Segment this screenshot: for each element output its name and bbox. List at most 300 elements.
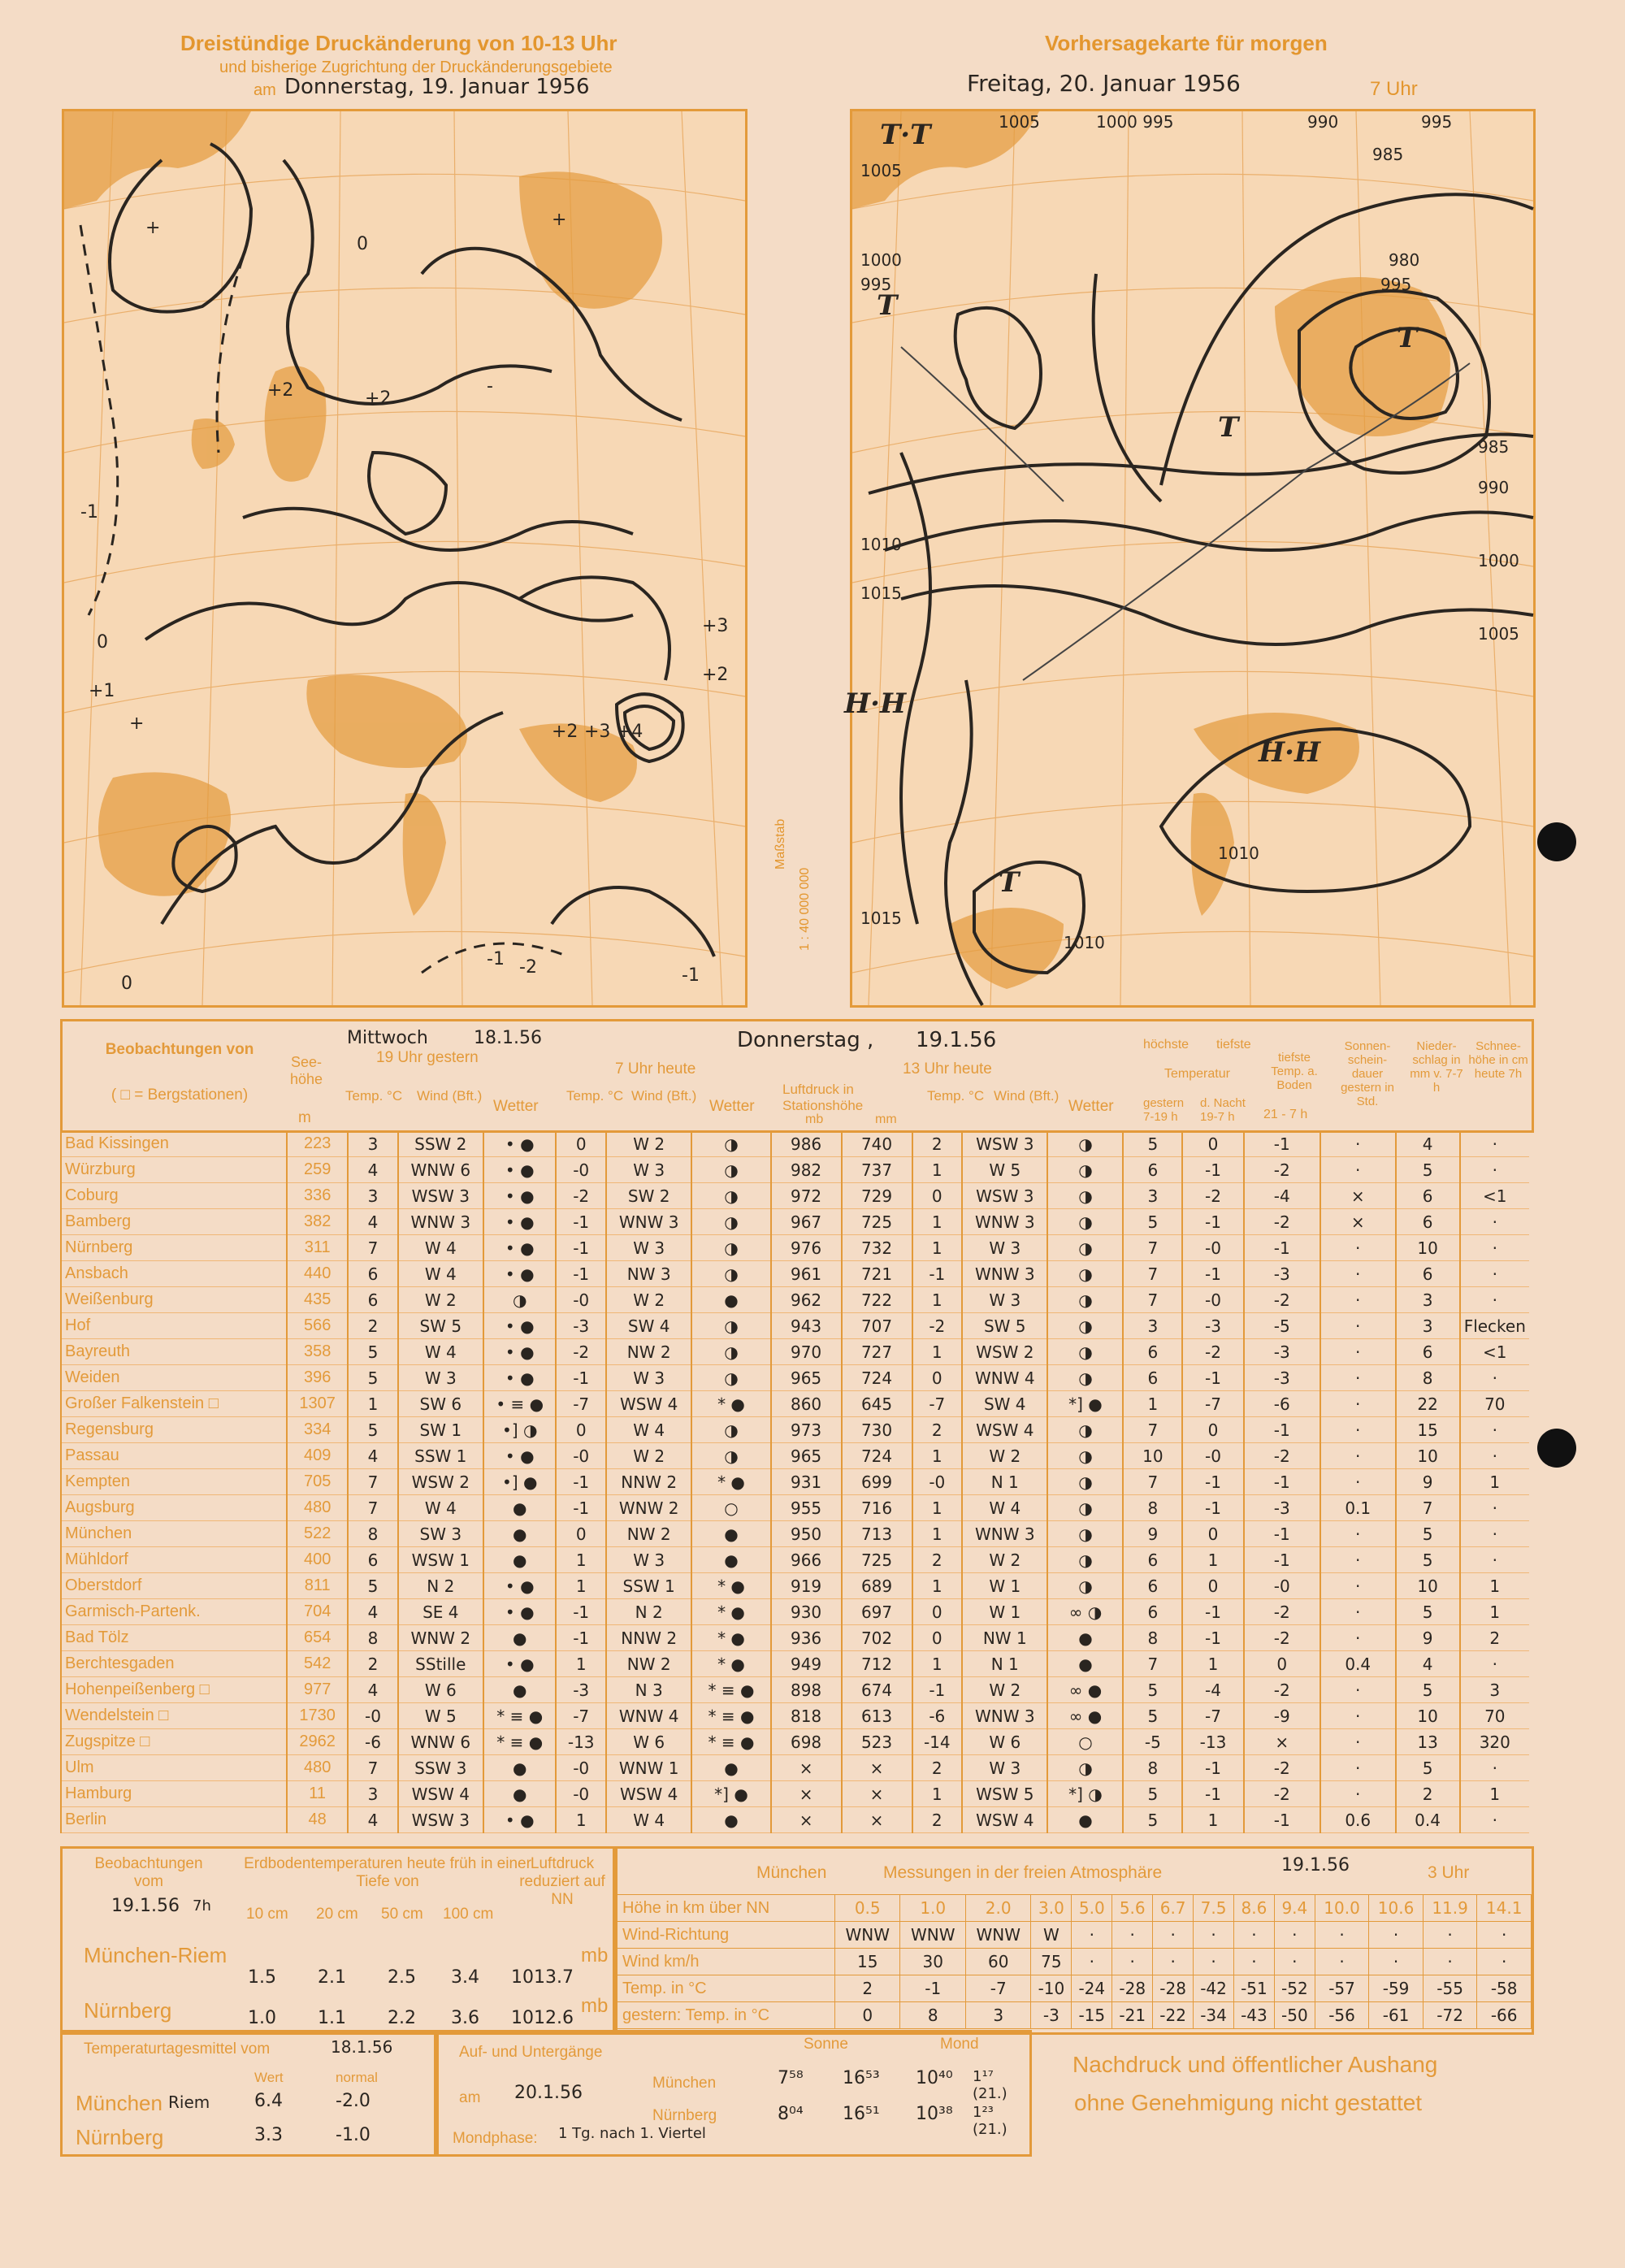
sun-rise-1: 7⁵⁸ [778, 2068, 804, 2088]
cell-w1: W 4 [398, 1495, 483, 1521]
cell-p: 698 [771, 1729, 842, 1755]
cell-t2: -1 [556, 1469, 606, 1495]
cell-w3: WNW 3 [962, 1521, 1047, 1547]
cell-sc: · [1460, 1131, 1529, 1157]
upper-air-cell: · [1194, 1949, 1234, 1975]
table-row [61, 1703, 1529, 1729]
cell-sun: · [1320, 1261, 1396, 1287]
cell-t3: 0 [912, 1183, 963, 1209]
cell-name: Großer Falkenstein □ [61, 1391, 287, 1417]
cell-x1: • ● [483, 1157, 556, 1183]
cell-name: Hamburg [61, 1781, 287, 1807]
moon-set-1: 1¹⁷ (21.) [973, 2068, 1008, 2102]
observation-table [60, 1131, 1529, 1833]
cell-bod: -1 [1244, 1547, 1320, 1573]
hdr-tiefste-boden: tiefste Temp. a. Boden [1271, 1051, 1318, 1092]
cell-ns: 5 [1396, 1755, 1460, 1781]
cell-t3: 2 [912, 1131, 963, 1157]
svg-text:1015: 1015 [860, 909, 902, 928]
cell-sun: × [1320, 1209, 1396, 1235]
upper-air-cell: · [1274, 1949, 1315, 1975]
cell-t3: 0 [912, 1625, 963, 1651]
table-row [61, 1755, 1529, 1781]
cell-w3: W 1 [962, 1573, 1047, 1599]
cell-sun: · [1320, 1365, 1396, 1391]
cell-t3: -2 [912, 1313, 963, 1339]
cell-x2: ● [691, 1755, 770, 1781]
cell-x3: ◑ [1047, 1365, 1123, 1391]
svg-text:985: 985 [1478, 437, 1510, 457]
cell-t1: 3 [348, 1781, 397, 1807]
sun-set-1: 16⁵³ [843, 2068, 880, 2088]
hdr-wetter3: Wetter [1068, 1098, 1114, 1115]
cell-ns: 5 [1396, 1547, 1460, 1573]
table-row [61, 1261, 1529, 1287]
cell-x2: ◑ [691, 1209, 770, 1235]
cell-x3: ◑ [1047, 1469, 1123, 1495]
table-row [61, 1547, 1529, 1573]
hdr-temperatur: Temperatur [1164, 1067, 1230, 1081]
soil-temp-panel [60, 1846, 618, 2035]
hdr-sonnen: Sonnen- schein- dauer gestern in Std. [1341, 1039, 1394, 1108]
cell-t2: -0 [556, 1287, 606, 1313]
hdr-mb: mb [805, 1112, 824, 1126]
cell-t1: 6 [348, 1287, 397, 1313]
svg-text:1000 995: 1000 995 [1096, 112, 1174, 132]
upper-air-cell: 3.0 [1031, 1895, 1072, 1922]
cell-sun: × [1320, 1183, 1396, 1209]
cell-sc: Flecken [1460, 1313, 1529, 1339]
daily-mean-row-2-wert: 3.3 [254, 2125, 283, 2145]
cell-w3: W 2 [962, 1443, 1047, 1469]
upper-air-cell: 75 [1031, 1949, 1072, 1975]
svg-text:+3: +3 [584, 722, 611, 742]
cell-mm: 697 [842, 1599, 912, 1625]
cell-x1: • ● [483, 1183, 556, 1209]
hdr-mm: mm [875, 1112, 897, 1126]
cell-w2: WNW 4 [606, 1703, 691, 1729]
cell-sc: · [1460, 1807, 1529, 1833]
cell-t3: 1 [912, 1287, 963, 1313]
cell-x1: * ≡ ● [483, 1729, 556, 1755]
cell-t2: -7 [556, 1703, 606, 1729]
cell-p: 976 [771, 1235, 842, 1261]
cell-w3: WSW 4 [962, 1417, 1047, 1443]
upper-air-cell: · [1369, 1949, 1424, 1975]
cell-x3: ◑ [1047, 1443, 1123, 1469]
cell-x1: • ● [483, 1235, 556, 1261]
cell-x2: ◑ [691, 1261, 770, 1287]
cell-w1: W 2 [398, 1287, 483, 1313]
cell-mm: 645 [842, 1391, 912, 1417]
upper-air-cell: · [1194, 1922, 1234, 1949]
upper-air-cell: · [1477, 1949, 1532, 1975]
upper-air-cell: 8 [900, 2002, 965, 2029]
cell-mm: 689 [842, 1573, 912, 1599]
cell-x3: ◑ [1047, 1261, 1123, 1287]
cell-x1: ● [483, 1781, 556, 1807]
cell-t3: -1 [912, 1677, 963, 1703]
cell-w3: W 5 [962, 1157, 1047, 1183]
cell-h: 11 [287, 1781, 348, 1807]
cell-min: -1 [1182, 1599, 1243, 1625]
upper-air-cell: 9.4 [1274, 1895, 1315, 1922]
cell-min: -1 [1182, 1469, 1243, 1495]
soil-label: Beobachtungen vom [94, 1855, 203, 1890]
svg-text:1005: 1005 [999, 112, 1040, 132]
cell-max: 1 [1123, 1391, 1182, 1417]
moon-rise-1: 10⁴⁰ [916, 2068, 953, 2088]
cell-p: 930 [771, 1599, 842, 1625]
svg-text:-: - [186, 876, 193, 896]
cell-max: 7 [1123, 1287, 1182, 1313]
cell-h: 566 [287, 1313, 348, 1339]
cell-max: 5 [1123, 1209, 1182, 1235]
cell-t3: 1 [912, 1781, 963, 1807]
cell-sc: 3 [1460, 1677, 1529, 1703]
upper-air-cell: 5.0 [1072, 1895, 1112, 1922]
soil-title: Erdbodentemperaturen heute früh in einer Tiefe von [244, 1855, 531, 1890]
upper-air-cell: -61 [1369, 2002, 1424, 2029]
cell-bod: -3 [1244, 1261, 1320, 1287]
cell-max: 3 [1123, 1183, 1182, 1209]
cell-p: 966 [771, 1547, 842, 1573]
cell-w2: NW 2 [606, 1339, 691, 1365]
map-scale-value: 1 : 40 000 000 [798, 867, 812, 951]
cell-h: 400 [287, 1547, 348, 1573]
cell-w1: W 3 [398, 1365, 483, 1391]
cell-sun: · [1320, 1443, 1396, 1469]
svg-text:-1: -1 [682, 965, 700, 986]
cell-sun: · [1320, 1625, 1396, 1651]
cell-x1: ● [483, 1495, 556, 1521]
cell-ns: 10 [1396, 1443, 1460, 1469]
map-scale-label: Maßstab [774, 818, 787, 869]
cell-t1: 4 [348, 1807, 397, 1833]
svg-text:990: 990 [1478, 478, 1510, 497]
cell-sc: · [1460, 1287, 1529, 1313]
svg-text:985: 985 [1372, 145, 1404, 164]
daily-mean-row-2: Nürnberg [76, 2125, 164, 2149]
cell-x2: ◑ [691, 1443, 770, 1469]
cell-w1: SW 3 [398, 1521, 483, 1547]
cell-sc: · [1460, 1651, 1529, 1677]
upper-air-cell: · [1072, 1922, 1112, 1949]
cell-x1: • ● [483, 1261, 556, 1287]
table-row [61, 1729, 1529, 1755]
upper-air-cell: 15 [835, 1949, 900, 1975]
cell-ns: 3 [1396, 1287, 1460, 1313]
cell-h: 2962 [287, 1729, 348, 1755]
cell-x1: • ● [483, 1131, 556, 1157]
upper-air-cell: 0.5 [835, 1895, 900, 1922]
cell-name: Bad Tölz [61, 1625, 287, 1651]
svg-text:1000: 1000 [1478, 551, 1519, 570]
cell-h: 336 [287, 1183, 348, 1209]
hdr-nacht: d. Nacht 19-7 h [1200, 1096, 1246, 1124]
cell-t2: -1 [556, 1495, 606, 1521]
daily-mean-col-wert: Wert [254, 2070, 284, 2085]
left-map-date: Donnerstag, 19. Januar 1956 [284, 75, 590, 99]
cell-t1: 2 [348, 1313, 397, 1339]
cell-sun: · [1320, 1573, 1396, 1599]
cell-t2: 1 [556, 1651, 606, 1677]
cell-t2: -0 [556, 1755, 606, 1781]
hdr-day2-date: 19.1.56 [916, 1028, 997, 1052]
svg-text:+2: +2 [267, 380, 294, 401]
cell-t1: 8 [348, 1625, 397, 1651]
cell-sun: · [1320, 1469, 1396, 1495]
cell-w2: W 3 [606, 1235, 691, 1261]
cell-t1: 3 [348, 1131, 397, 1157]
cell-x3: ◑ [1047, 1313, 1123, 1339]
cell-ns: 4 [1396, 1131, 1460, 1157]
sun-moon-row-2: Nürnberg [652, 2107, 717, 2124]
upper-air-cell: 0 [835, 2002, 900, 2029]
cell-bod: -3 [1244, 1495, 1320, 1521]
hdr-gestern: gestern 7-19 h [1143, 1096, 1185, 1124]
svg-text:+: + [552, 210, 567, 230]
cell-sun: · [1320, 1313, 1396, 1339]
cell-x1: ● [483, 1755, 556, 1781]
daily-mean-row-1-hand: Riem [168, 2092, 210, 2112]
cell-t3: -0 [912, 1469, 963, 1495]
cell-x2: ○ [691, 1495, 770, 1521]
soil-depth-50: 50 cm [381, 1906, 423, 1923]
upper-air-cell: -66 [1477, 2002, 1532, 2029]
sun-rise-2: 8⁰⁴ [778, 2104, 804, 2124]
hdr-day1-date: 18.1.56 [474, 1028, 542, 1048]
svg-text:+1: +1 [89, 681, 115, 701]
cell-ns: 5 [1396, 1677, 1460, 1703]
cell-t2: 0 [556, 1131, 606, 1157]
cell-w2: WSW 4 [606, 1391, 691, 1417]
cell-h: 1730 [287, 1703, 348, 1729]
cell-min: -3 [1182, 1313, 1243, 1339]
cell-x3: ◑ [1047, 1755, 1123, 1781]
cell-p: 986 [771, 1131, 842, 1157]
cell-w3: NW 1 [962, 1625, 1047, 1651]
cell-w1: WSW 3 [398, 1183, 483, 1209]
cell-w2: NW 2 [606, 1521, 691, 1547]
cell-t3: 2 [912, 1755, 963, 1781]
cell-min: 0 [1182, 1521, 1243, 1547]
cell-w2: NW 2 [606, 1651, 691, 1677]
upper-air-cell: · [1153, 1922, 1194, 1949]
cell-name: Zugspitze □ [61, 1729, 287, 1755]
sun-moon-title: Auf- und Untergänge [459, 2044, 603, 2061]
upper-air-row [616, 1949, 1532, 1975]
cell-sun: · [1320, 1781, 1396, 1807]
upper-air-cell: 5.6 [1112, 1895, 1153, 1922]
cell-w1: W 4 [398, 1261, 483, 1287]
upper-air-panel [613, 1846, 1534, 2035]
cell-name: Hof [61, 1313, 287, 1339]
cell-min: -0 [1182, 1443, 1243, 1469]
cell-name: Ulm [61, 1755, 287, 1781]
cell-name: Kempten [61, 1469, 287, 1495]
cell-ns: 4 [1396, 1651, 1460, 1677]
upper-air-cell: 2 [835, 1975, 900, 2002]
soil-s2-20: 1.1 [318, 2008, 346, 2028]
svg-text:+: + [129, 713, 145, 734]
upper-air-cell: 7.5 [1194, 1895, 1234, 1922]
cell-p: 931 [771, 1469, 842, 1495]
upper-air-row-label: gestern: Temp. in °C [616, 2002, 835, 2029]
cell-mm: 523 [842, 1729, 912, 1755]
cell-w3: W 6 [962, 1729, 1047, 1755]
cell-x3: ● [1047, 1651, 1123, 1677]
cell-w3: WSW 3 [962, 1131, 1047, 1157]
svg-text:0: 0 [357, 234, 368, 254]
cell-name: Würzburg [61, 1157, 287, 1183]
upper-air-cell: 60 [965, 1949, 1030, 1975]
hdr-wetter1: Wetter [493, 1098, 539, 1115]
upper-air-cell: · [1477, 1922, 1532, 1949]
cell-w1: N 2 [398, 1573, 483, 1599]
cell-w2: W 6 [606, 1729, 691, 1755]
cell-min: 0 [1182, 1417, 1243, 1443]
cell-t3: 1 [912, 1651, 963, 1677]
cell-x2: ◑ [691, 1313, 770, 1339]
cell-t1: 8 [348, 1521, 397, 1547]
right-map-date: Freitag, 20. Januar 1956 [967, 70, 1241, 97]
cell-name: Garmisch-Partenk. [61, 1599, 287, 1625]
cell-max: 10 [1123, 1443, 1182, 1469]
svg-text:1010: 1010 [860, 535, 902, 554]
cell-x3: ∞ ◑ [1047, 1599, 1123, 1625]
upper-air-cell: · [1315, 1922, 1369, 1949]
upper-air-row [616, 1922, 1532, 1949]
cell-name: Berlin [61, 1807, 287, 1833]
cell-max: 6 [1123, 1157, 1182, 1183]
cell-max: 9 [1123, 1521, 1182, 1547]
cell-w3: WSW 5 [962, 1781, 1047, 1807]
cell-t2: -1 [556, 1599, 606, 1625]
cell-x1: • ● [483, 1339, 556, 1365]
cell-bod: -1 [1244, 1807, 1320, 1833]
cell-w1: WSW 4 [398, 1781, 483, 1807]
hdr-nieder: Nieder- schlag in mm v. 7-7 h [1410, 1039, 1463, 1095]
upper-air-cell: · [1072, 1949, 1112, 1975]
upper-air-cell: -57 [1315, 1975, 1369, 2002]
cell-sun: · [1320, 1729, 1396, 1755]
cell-x2: ◑ [691, 1157, 770, 1183]
soil-depth-20: 20 cm [316, 1906, 358, 1923]
upper-air-row [616, 1975, 1532, 2002]
upper-air-cell: -24 [1072, 1975, 1112, 2002]
cell-x3: ◑ [1047, 1495, 1123, 1521]
cell-sun: · [1320, 1391, 1396, 1417]
svg-text:990: 990 [1307, 112, 1339, 132]
cell-mm: 721 [842, 1261, 912, 1287]
upper-air-row-label: Wind-Richtung [616, 1922, 835, 1949]
cell-x2: * ≡ ● [691, 1729, 770, 1755]
table-row [61, 1235, 1529, 1261]
cell-max: 7 [1123, 1651, 1182, 1677]
sun-label: Sonne [804, 2036, 848, 2053]
table-row [61, 1157, 1529, 1183]
cell-x1: ● [483, 1521, 556, 1547]
right-map-title: Vorhersagekarte für morgen [1045, 31, 1328, 55]
pressure-change-map [62, 109, 748, 1008]
upper-air-cell: · [1112, 1922, 1153, 1949]
cell-w1: W 5 [398, 1703, 483, 1729]
cell-x2: * ● [691, 1599, 770, 1625]
cell-w2: SSW 1 [606, 1573, 691, 1599]
cell-x2: * ● [691, 1573, 770, 1599]
hdr-7uhr: 7 Uhr heute [615, 1060, 696, 1078]
soil-s1-unit: mb [581, 1945, 609, 1967]
cell-w3: W 3 [962, 1287, 1047, 1313]
cell-t1: 6 [348, 1261, 397, 1287]
upper-air-cell: -1 [900, 1975, 965, 2002]
cell-h: 334 [287, 1417, 348, 1443]
cell-w2: W 2 [606, 1287, 691, 1313]
cell-x1: • ● [483, 1209, 556, 1235]
cell-t1: 4 [348, 1677, 397, 1703]
svg-text:1010: 1010 [1064, 933, 1105, 952]
cell-name: Hohenpeißenberg □ [61, 1677, 287, 1703]
cell-t1: -6 [348, 1729, 397, 1755]
cell-ns: 2 [1396, 1781, 1460, 1807]
notice-line-1: Nachdruck und öffentlicher Aushang [1072, 2052, 1438, 2077]
svg-text:T·T: T·T [880, 119, 931, 151]
cell-bod: -2 [1244, 1443, 1320, 1469]
upper-air-cell: 30 [900, 1949, 965, 1975]
cell-w2: W 3 [606, 1365, 691, 1391]
cell-w2: NW 3 [606, 1261, 691, 1287]
cell-min: -1 [1182, 1495, 1243, 1521]
cell-min: -1 [1182, 1261, 1243, 1287]
upper-air-cell: 6.7 [1153, 1895, 1194, 1922]
cell-mm: 699 [842, 1469, 912, 1495]
cell-bod: -5 [1244, 1313, 1320, 1339]
cell-max: 6 [1123, 1339, 1182, 1365]
cell-w2: WNW 3 [606, 1209, 691, 1235]
cell-t1: 4 [348, 1157, 397, 1183]
cell-t1: 7 [348, 1495, 397, 1521]
cell-mm: 730 [842, 1417, 912, 1443]
cell-x1: • ● [483, 1573, 556, 1599]
cell-name: Weißenburg [61, 1287, 287, 1313]
cell-w2: W 2 [606, 1443, 691, 1469]
cell-w2: W 3 [606, 1157, 691, 1183]
cell-ns: 6 [1396, 1339, 1460, 1365]
cell-x1: ● [483, 1547, 556, 1573]
cell-name: Passau [61, 1443, 287, 1469]
upper-air-cell: -42 [1194, 1975, 1234, 2002]
cell-ns: 10 [1396, 1703, 1460, 1729]
cell-max: 6 [1123, 1599, 1182, 1625]
table-row [61, 1287, 1529, 1313]
svg-text:+2: +2 [365, 388, 392, 409]
upper-air-cell: 10.0 [1315, 1895, 1369, 1922]
table-row [61, 1365, 1529, 1391]
upper-air-title: Messungen in der freien Atmosphäre [883, 1863, 1163, 1882]
cell-sc: 1 [1460, 1781, 1529, 1807]
cell-t2: -2 [556, 1339, 606, 1365]
hdr-station-note: ( □ = Bergstationen) [110, 1086, 249, 1104]
upper-air-row-label: Wind km/h [616, 1949, 835, 1975]
cell-x1: • ● [483, 1443, 556, 1469]
cell-x2: ◑ [691, 1235, 770, 1261]
svg-text:+2: +2 [702, 665, 729, 685]
soil-s1-pressure: 1013.7 [511, 1967, 574, 1988]
cell-mm: 702 [842, 1625, 912, 1651]
cell-x3: ◑ [1047, 1417, 1123, 1443]
upper-air-cell: -72 [1423, 2002, 1477, 2029]
